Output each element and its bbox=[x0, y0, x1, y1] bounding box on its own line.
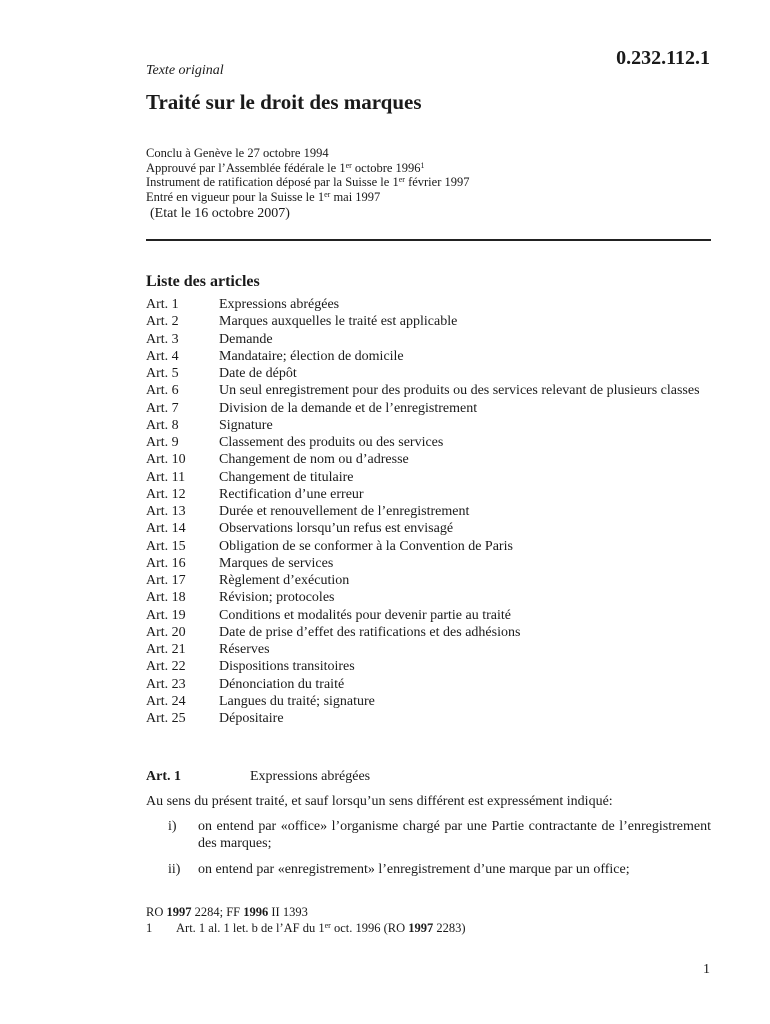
toc-article-number: Art. 4 bbox=[146, 348, 179, 364]
page-number: 1 bbox=[703, 962, 710, 977]
definition-label-cell bbox=[146, 818, 198, 852]
concluded-line bbox=[146, 146, 470, 161]
toc-item[interactable] bbox=[146, 451, 711, 468]
sr-number: 0.232.112.1 bbox=[616, 47, 710, 69]
toc-article-number: Art. 25 bbox=[146, 711, 186, 726]
table-of-contents bbox=[146, 296, 711, 727]
toc-item[interactable] bbox=[146, 624, 711, 641]
toc-article-title: Changement de titulaire bbox=[219, 469, 354, 485]
toc-item[interactable] bbox=[146, 400, 711, 417]
official-references bbox=[146, 905, 308, 920]
toc-article-number: Art. 8 bbox=[146, 417, 179, 433]
toc-item[interactable] bbox=[146, 693, 711, 710]
article-number: Art. 1 bbox=[146, 769, 181, 784]
approved-text: Approuvé par l’Assemblée fédérale le 1 bbox=[146, 160, 346, 175]
footnote-text: 2283) bbox=[433, 921, 466, 935]
toc-article-title: Changement de nom ou d’adresse bbox=[219, 452, 409, 468]
toc-article-number: Art. 20 bbox=[146, 624, 186, 640]
toc-article-number: Art. 14 bbox=[146, 521, 186, 537]
toc-item[interactable] bbox=[146, 607, 711, 624]
toc-item[interactable] bbox=[146, 555, 711, 572]
toc-item[interactable] bbox=[146, 348, 711, 365]
toc-article-number: Art. 17 bbox=[146, 573, 186, 588]
toc-article-number: Art. 13 bbox=[146, 504, 186, 519]
toc-article-number: Art. 9 bbox=[146, 435, 179, 450]
toc-heading: Liste des articles bbox=[146, 273, 260, 290]
ratification-text: Instrument de ratification déposé par la Suisse le 1 bbox=[146, 175, 399, 189]
ratification-date: février 1997 bbox=[404, 175, 470, 189]
ratification-line bbox=[146, 175, 470, 190]
toc-article-title: Signature bbox=[219, 417, 273, 433]
ref-year: 1997 bbox=[408, 921, 434, 935]
article-title: Expressions abrégées bbox=[250, 769, 371, 784]
toc-item[interactable] bbox=[146, 313, 711, 330]
toc-article-title: Durée et renouvellement de l’enregistrement bbox=[219, 504, 470, 519]
toc-article-title: Dénonciation du traité bbox=[219, 676, 345, 692]
toc-item[interactable] bbox=[146, 520, 711, 537]
toc-article-title: Date de prise d’effet des ratifications et des adhésions bbox=[219, 624, 521, 640]
original-text-label: Texte original bbox=[146, 63, 224, 78]
footnote-ref-1[interactable]: 1 bbox=[420, 160, 425, 170]
toc-item[interactable] bbox=[146, 676, 711, 693]
toc-article-number: Art. 5 bbox=[146, 366, 179, 381]
ref-text: RO bbox=[146, 905, 167, 919]
toc-article-title: Classement des produits ou des services bbox=[219, 435, 444, 450]
ordinal-superscript: er bbox=[398, 175, 405, 184]
toc-article-title: Langues du traité; signature bbox=[219, 693, 375, 709]
toc-item[interactable] bbox=[146, 589, 711, 606]
definition-label: ii) bbox=[168, 862, 181, 877]
ordinal-superscript: er bbox=[324, 189, 331, 199]
ref-year: 1997 bbox=[166, 905, 192, 919]
state-date: (Etat le 16 octobre 2007) bbox=[150, 206, 290, 221]
toc-article-number: Art. 15 bbox=[146, 538, 186, 554]
definition-label-cell bbox=[146, 861, 198, 878]
toc-article-title: Observations lorsqu’un refus est envisagé bbox=[219, 521, 454, 537]
toc-article-number: Art. 3 bbox=[146, 331, 179, 347]
toc-article-title: Conditions et modalités pour devenir partie au traité bbox=[219, 607, 511, 623]
treaty-metadata bbox=[146, 146, 470, 204]
toc-article-number: Art. 10 bbox=[146, 452, 186, 468]
article-intro: Au sens du présent traité, et sauf lorsqu’un sens différent est expressément indiqué: bbox=[146, 794, 613, 809]
approved-line bbox=[146, 161, 470, 176]
toc-article-title: Rectification d’une erreur bbox=[219, 486, 364, 502]
toc-article-number: Art. 11 bbox=[146, 469, 186, 485]
toc-article-title: Marques de services bbox=[219, 555, 334, 571]
toc-article-title: Date de dépôt bbox=[219, 366, 297, 381]
toc-article-title: Règlement d’exécution bbox=[219, 573, 350, 588]
concluded-text: Conclu à Genève le 27 octobre 1994 bbox=[146, 146, 329, 160]
toc-article-number: Art. 22 bbox=[146, 659, 186, 675]
toc-article-title: Division de la demande et de l’enregistrement bbox=[219, 400, 478, 416]
toc-item[interactable] bbox=[146, 469, 711, 486]
toc-article-title: Réserves bbox=[219, 642, 270, 657]
toc-item[interactable] bbox=[146, 382, 711, 399]
article-1-heading bbox=[146, 769, 711, 785]
definition-text: on entend par «office» l’organisme chargé par une Partie contractante de l’enregistrement des marques; bbox=[198, 819, 711, 851]
footnote-mark: 1 bbox=[146, 921, 153, 935]
toc-item[interactable] bbox=[146, 417, 711, 434]
toc-article-title: Marques auxquelles le traité est applicable bbox=[219, 314, 458, 330]
toc-item[interactable] bbox=[146, 641, 711, 658]
toc-article-title: Mandataire; élection de domicile bbox=[219, 348, 404, 364]
toc-article-title: Dépositaire bbox=[219, 711, 284, 726]
in-force-text: Entré en vigueur pour la Suisse le 1 bbox=[146, 189, 325, 204]
toc-article-title: Dispositions transitoires bbox=[219, 659, 355, 675]
ref-text: 2284; FF bbox=[191, 905, 244, 919]
in-force-date: mai 1997 bbox=[330, 189, 381, 204]
toc-item[interactable] bbox=[146, 434, 711, 451]
toc-article-number: Art. 1 bbox=[146, 297, 179, 312]
ordinal-superscript: er bbox=[324, 921, 331, 930]
toc-article-title: Expressions abrégées bbox=[219, 297, 340, 312]
ordinal-superscript: er bbox=[345, 160, 352, 170]
toc-article-number: Art. 16 bbox=[146, 555, 186, 571]
toc-item[interactable] bbox=[146, 486, 711, 503]
toc-item[interactable] bbox=[146, 503, 711, 520]
toc-article-number: Art. 23 bbox=[146, 676, 186, 692]
in-force-line bbox=[146, 190, 470, 205]
toc-article-title: Obligation de se conformer à la Convention de Paris bbox=[219, 538, 513, 554]
ref-text: II 1393 bbox=[268, 905, 308, 919]
definition-label: i) bbox=[168, 819, 177, 834]
toc-item[interactable] bbox=[146, 572, 711, 589]
toc-article-number: Art. 21 bbox=[146, 642, 186, 657]
definition-item bbox=[146, 818, 711, 852]
toc-item[interactable] bbox=[146, 296, 711, 313]
footnote-text: Art. 1 al. 1 let. b de l’AF du 1 bbox=[176, 921, 325, 935]
toc-item[interactable] bbox=[146, 331, 711, 348]
toc-article-number: Art. 6 bbox=[146, 383, 179, 399]
definition-text: on entend par «enregistrement» l’enregistrement d’une marque par un office; bbox=[198, 862, 630, 877]
footnote-text: oct. 1996 (RO bbox=[330, 921, 409, 935]
toc-item[interactable] bbox=[146, 710, 711, 727]
document-title: Traité sur le droit des marques bbox=[146, 90, 422, 114]
toc-item[interactable] bbox=[146, 658, 711, 675]
footnote-1 bbox=[146, 921, 466, 936]
approved-date: octobre 1996 bbox=[351, 160, 421, 175]
header-divider bbox=[146, 239, 711, 241]
toc-article-number: Art. 12 bbox=[146, 486, 186, 502]
toc-article-number: Art. 19 bbox=[146, 607, 186, 623]
toc-article-title: Révision; protocoles bbox=[219, 590, 335, 606]
toc-item[interactable] bbox=[146, 538, 711, 555]
toc-article-title: Demande bbox=[219, 331, 273, 347]
toc-item[interactable] bbox=[146, 365, 711, 382]
toc-article-number: Art. 18 bbox=[146, 590, 186, 606]
ref-year: 1996 bbox=[243, 905, 269, 919]
definition-list bbox=[146, 818, 711, 887]
toc-article-number: Art. 7 bbox=[146, 400, 179, 416]
toc-article-number: Art. 24 bbox=[146, 693, 186, 709]
toc-article-number: Art. 2 bbox=[146, 314, 179, 330]
toc-article-title: Un seul enregistrement pour des produits ou des services relevant de plusieurs classes bbox=[219, 383, 700, 399]
definition-item bbox=[146, 861, 711, 878]
